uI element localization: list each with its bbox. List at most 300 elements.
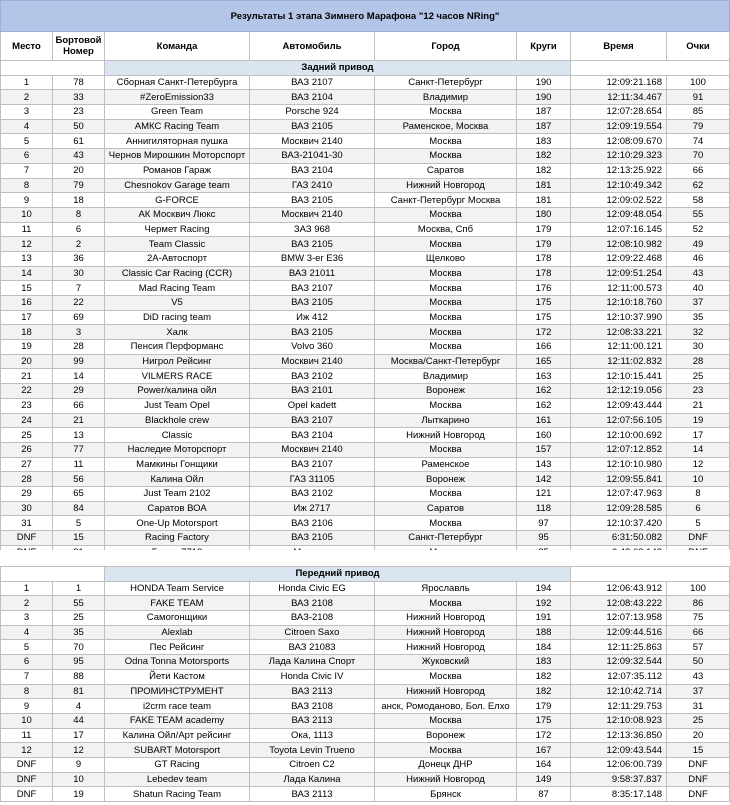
cell-team: Classic Car Racing (CCR)	[105, 266, 250, 281]
cell-time: 12:07:13.958	[571, 611, 667, 626]
cell-points: 74	[667, 134, 730, 149]
cell-place: 12	[1, 237, 53, 252]
cell-city: Нижний Новгород	[375, 428, 517, 443]
cell-place: DNF	[1, 787, 53, 802]
cell-place: DNF	[1, 531, 53, 546]
cell-car-number: 30	[53, 266, 105, 281]
table-row	[1, 266, 730, 281]
cell-car: Honda Civic EG	[250, 581, 375, 596]
table-row	[1, 472, 730, 487]
cell-team: DiD racing team	[105, 310, 250, 325]
cell-points: 55	[667, 207, 730, 222]
table-row	[1, 611, 730, 626]
cell-laps: 190	[517, 75, 571, 90]
cell-car: ВАЗ 2113	[250, 713, 375, 728]
cell-car-number: 5	[53, 516, 105, 531]
cell-team: Самогонщики	[105, 611, 250, 626]
cell-team: 2А-Автоспорт	[105, 251, 250, 266]
cell-car: Иж 2717	[250, 501, 375, 516]
cell-car-number: 61	[53, 134, 105, 149]
cell-team: ПРОМИНСТРУМЕНТ	[105, 684, 250, 699]
cell-team: Наследие Моторспорт	[105, 442, 250, 457]
cell-place: 8	[1, 178, 53, 193]
cell-car: ГАЗ 2410	[250, 178, 375, 193]
cell-laps: 164	[517, 757, 571, 772]
table-row	[1, 684, 730, 699]
cell-team: Чернов Мирошкин Моторспорт	[105, 149, 250, 164]
cell-laps: 182	[517, 669, 571, 684]
cell-city: Москва	[375, 237, 517, 252]
cell-place: 5	[1, 640, 53, 655]
table-row	[1, 237, 730, 252]
cell-team: VILMERS RACE	[105, 369, 250, 384]
cell-city: Нижний Новгород	[375, 625, 517, 640]
cell-team: Калина Ойл/Арт рейсинг	[105, 728, 250, 743]
cell-car-number: 18	[53, 193, 105, 208]
cell-team: FAKE TEAM	[105, 596, 250, 611]
cell-place: DNF	[1, 757, 53, 772]
cell-laps: 165	[517, 354, 571, 369]
cell-time: 12:10:15.441	[571, 369, 667, 384]
cell-laps: 95	[517, 531, 571, 546]
cell-time: 12:08:33.221	[571, 325, 667, 340]
cell-time: 12:07:28.654	[571, 105, 667, 120]
cell-time: 12:09:44.516	[571, 625, 667, 640]
cell-points: 66	[667, 163, 730, 178]
cell-city: Нижний Новгород	[375, 684, 517, 699]
cell-points: 35	[667, 310, 730, 325]
header-car-number: Бортовой Номер	[53, 32, 105, 61]
cell-time: 12:10:29.323	[571, 149, 667, 164]
cell-car: Лада Калина Спорт	[250, 655, 375, 670]
cell-car-number: 6	[53, 222, 105, 237]
cell-laps: 179	[517, 237, 571, 252]
cell-laps: 142	[517, 472, 571, 487]
cell-time: 12:11:29.753	[571, 699, 667, 714]
cell-car: Москвич 2140	[250, 134, 375, 149]
cell-car: ВАЗ 2101	[250, 384, 375, 399]
cell-team: Йети Кастом	[105, 669, 250, 684]
cell-points: 20	[667, 728, 730, 743]
table-row	[1, 134, 730, 149]
table-row	[1, 486, 730, 501]
cell-team: Classic	[105, 428, 250, 443]
cell-car-number: 50	[53, 119, 105, 134]
cell-laps: 166	[517, 340, 571, 355]
cell-time: 12:10:37.420	[571, 516, 667, 531]
cell-place: 1	[1, 581, 53, 596]
cell-car-number: 13	[53, 428, 105, 443]
cell-city: Нижний Новгород	[375, 772, 517, 787]
cell-team: Романов Гараж	[105, 163, 250, 178]
cell-city: Раменское	[375, 457, 517, 472]
cell-city: Донецк ДНР	[375, 757, 517, 772]
cell-points: 19	[667, 413, 730, 428]
cell-car-number: 99	[53, 354, 105, 369]
cell-city: Москва	[375, 296, 517, 311]
cell-team: G-FORCE	[105, 193, 250, 208]
cell-points: 86	[667, 596, 730, 611]
cell-place: 4	[1, 625, 53, 640]
cell-points: 30	[667, 340, 730, 355]
cell-time: 12:08:43.222	[571, 596, 667, 611]
cell-points: 57	[667, 640, 730, 655]
cell-team: Odna Tonna Motorsports	[105, 655, 250, 670]
header-time: Время	[571, 32, 667, 61]
cell-points: 43	[667, 669, 730, 684]
cell-time: 12:08:10.982	[571, 237, 667, 252]
cell-time: 6:31:50.082	[571, 531, 667, 546]
cell-points: 5	[667, 516, 730, 531]
cell-city: Нижний Новгород	[375, 611, 517, 626]
cell-city: Санкт-Петербург Москва	[375, 193, 517, 208]
table-row	[1, 251, 730, 266]
cell-laps: 175	[517, 310, 571, 325]
cell-city: Воронеж	[375, 472, 517, 487]
cell-car: ВАЗ 2104	[250, 90, 375, 105]
cell-place: 22	[1, 384, 53, 399]
cell-time: 12:09:22.468	[571, 251, 667, 266]
table-row	[1, 757, 730, 772]
table-row	[1, 207, 730, 222]
cell-car: Москвич 2140	[250, 354, 375, 369]
cell-place: 13	[1, 251, 53, 266]
table-row	[1, 178, 730, 193]
cell-car: ВАЗ 2105	[250, 237, 375, 252]
cell-team: One-Up Motorsport	[105, 516, 250, 531]
cell-points: DNF	[667, 531, 730, 546]
cell-car-number: 66	[53, 398, 105, 413]
cell-car: ВАЗ 2113	[250, 684, 375, 699]
table-row	[1, 655, 730, 670]
cell-laps: 178	[517, 251, 571, 266]
cell-city: Москва	[375, 743, 517, 758]
table-row	[1, 669, 730, 684]
cell-time: 12:10:42.714	[571, 684, 667, 699]
table-row	[1, 163, 730, 178]
section-title-rwd: Задний привод	[105, 61, 571, 76]
cell-car: ВАЗ 2107	[250, 281, 375, 296]
cell-laps: 182	[517, 684, 571, 699]
cell-city: Санкт-Петербург	[375, 75, 517, 90]
cell-place: 23	[1, 398, 53, 413]
cell-car-number: 25	[53, 611, 105, 626]
results-table-fwd	[0, 566, 730, 802]
cell-place: 9	[1, 699, 53, 714]
table-row	[1, 772, 730, 787]
cell-points: 28	[667, 354, 730, 369]
table-row	[1, 75, 730, 90]
cell-team: Lebedev team	[105, 772, 250, 787]
cell-team: Blackhole crew	[105, 413, 250, 428]
cell-time: 12:11:00.121	[571, 340, 667, 355]
cell-laps: 182	[517, 163, 571, 178]
cell-car-number: 12	[53, 743, 105, 758]
cell-laps: 172	[517, 325, 571, 340]
cell-team: Just Team Opel	[105, 398, 250, 413]
cell-laps: 167	[517, 743, 571, 758]
cell-car: ВАЗ 2104	[250, 428, 375, 443]
cell-points: 100	[667, 581, 730, 596]
cell-car: ВАЗ 2108	[250, 596, 375, 611]
cell-city: Москва/Санкт-Петербург	[375, 354, 517, 369]
cell-laps: 172	[517, 728, 571, 743]
cell-car-number: 10	[53, 772, 105, 787]
cell-city: Щелково	[375, 251, 517, 266]
cell-place: 18	[1, 325, 53, 340]
cell-city: Нижний Новгород	[375, 640, 517, 655]
cell-points: DNF	[667, 772, 730, 787]
table-row	[1, 787, 730, 802]
cell-laps: 191	[517, 611, 571, 626]
table-row	[1, 699, 730, 714]
cell-time: 12:09:28.585	[571, 501, 667, 516]
cell-points: DNF	[667, 757, 730, 772]
cell-time: 12:08:09.670	[571, 134, 667, 149]
cell-laps: 161	[517, 413, 571, 428]
cell-car: ВАЗ 2105	[250, 193, 375, 208]
cell-city: Москва	[375, 105, 517, 120]
cell-car-number: 55	[53, 596, 105, 611]
cell-city: Москва	[375, 398, 517, 413]
cell-car: Иж 412	[250, 310, 375, 325]
table-row	[1, 596, 730, 611]
cell-team: Chesnokov Garage team	[105, 178, 250, 193]
cell-points: 66	[667, 625, 730, 640]
cell-place: 14	[1, 266, 53, 281]
cell-team: АК Москвич Люкс	[105, 207, 250, 222]
cell-points: 50	[667, 655, 730, 670]
cell-points: 52	[667, 222, 730, 237]
cell-time: 12:10:49.342	[571, 178, 667, 193]
cell-time: 12:06:43.912	[571, 581, 667, 596]
cell-time: 12:09:48.054	[571, 207, 667, 222]
table-row	[1, 501, 730, 516]
cell-place: 6	[1, 149, 53, 164]
cell-points: 85	[667, 105, 730, 120]
table-row	[1, 193, 730, 208]
cell-car-number: 9	[53, 757, 105, 772]
cell-city: Саратов	[375, 501, 517, 516]
cell-points: DNF	[667, 787, 730, 802]
section-title-fwd: Передний привод	[105, 567, 571, 582]
table-row	[1, 442, 730, 457]
cell-team: #ZeroEmission33	[105, 90, 250, 105]
cell-city: Москва	[375, 713, 517, 728]
cell-car-number: 1	[53, 581, 105, 596]
cell-car-number: 43	[53, 149, 105, 164]
cell-city: Москва	[375, 325, 517, 340]
cell-city: Саратов	[375, 163, 517, 178]
cell-car-number: 14	[53, 369, 105, 384]
cell-city: Москва	[375, 281, 517, 296]
cell-laps: 87	[517, 787, 571, 802]
cell-car-number: 11	[53, 457, 105, 472]
cell-car-number: 33	[53, 90, 105, 105]
table-row	[1, 625, 730, 640]
cell-car: Honda Civic IV	[250, 669, 375, 684]
cell-time: 12:09:21.168	[571, 75, 667, 90]
cell-place: 11	[1, 728, 53, 743]
cell-car: ВАЗ 21011	[250, 266, 375, 281]
cell-team: Халк	[105, 325, 250, 340]
cell-laps: 178	[517, 266, 571, 281]
cell-points: 15	[667, 743, 730, 758]
cell-car-number: 77	[53, 442, 105, 457]
cell-car-number: 4	[53, 699, 105, 714]
table-row	[1, 457, 730, 472]
cell-car: ВАЗ 2107	[250, 457, 375, 472]
cell-time: 12:10:18.760	[571, 296, 667, 311]
cell-points: 8	[667, 486, 730, 501]
cell-car: Citroen Saxo	[250, 625, 375, 640]
cell-place: 27	[1, 457, 53, 472]
cell-points: 91	[667, 90, 730, 105]
cell-car: ВАЗ 2106	[250, 516, 375, 531]
cell-time: 12:07:35.112	[571, 669, 667, 684]
cell-points: 43	[667, 266, 730, 281]
cell-team: Пенсия Перформанс	[105, 340, 250, 355]
cell-laps: 180	[517, 207, 571, 222]
cell-time: 12:07:47.963	[571, 486, 667, 501]
cell-place: 1	[1, 75, 53, 90]
cell-laps: 175	[517, 713, 571, 728]
cell-team: Team Classic	[105, 237, 250, 252]
cell-car-number: 3	[53, 325, 105, 340]
cell-place: 5	[1, 134, 53, 149]
cell-car-number: 65	[53, 486, 105, 501]
cell-car: ГАЗ 31105	[250, 472, 375, 487]
cell-place: 2	[1, 596, 53, 611]
cell-car-number: 21	[53, 413, 105, 428]
cell-laps: 149	[517, 772, 571, 787]
cell-place: 8	[1, 684, 53, 699]
cell-laps: 182	[517, 149, 571, 164]
cell-time: 12:07:12.852	[571, 442, 667, 457]
cell-car-number: 81	[53, 684, 105, 699]
cell-laps: 190	[517, 90, 571, 105]
cell-car-number: 69	[53, 310, 105, 325]
cell-place: 10	[1, 713, 53, 728]
header-laps: Круги	[517, 32, 571, 61]
cell-place: 9	[1, 193, 53, 208]
cell-points: 32	[667, 325, 730, 340]
cell-laps: 188	[517, 625, 571, 640]
cell-laps: 163	[517, 369, 571, 384]
cell-laps: 121	[517, 486, 571, 501]
cell-points: 100	[667, 75, 730, 90]
cell-car: Toyota Levin Trueno	[250, 743, 375, 758]
cell-car: ВАЗ-2108	[250, 611, 375, 626]
cell-car-number: 35	[53, 625, 105, 640]
table-row	[1, 340, 730, 355]
cell-place: 17	[1, 310, 53, 325]
cell-laps: 181	[517, 193, 571, 208]
cell-points: 25	[667, 369, 730, 384]
cell-car: Citroen C2	[250, 757, 375, 772]
table-row	[1, 516, 730, 531]
cell-place: 19	[1, 340, 53, 355]
cell-place: 4	[1, 119, 53, 134]
cell-points: 62	[667, 178, 730, 193]
cell-city: Москва	[375, 310, 517, 325]
cell-car-number: 44	[53, 713, 105, 728]
cell-car-number: 7	[53, 281, 105, 296]
cell-city: Раменское, Москва	[375, 119, 517, 134]
cell-city: Воронеж	[375, 728, 517, 743]
cell-place: 29	[1, 486, 53, 501]
cell-place: 2	[1, 90, 53, 105]
cell-team: Power/калина ойл	[105, 384, 250, 399]
cell-points: 10	[667, 472, 730, 487]
cell-car-number: 95	[53, 655, 105, 670]
cell-car: ВАЗ 21083	[250, 640, 375, 655]
cell-car: Москвич 2140	[250, 442, 375, 457]
cell-car: ВАЗ 2104	[250, 163, 375, 178]
cell-place: 11	[1, 222, 53, 237]
cell-car-number: 2	[53, 237, 105, 252]
cell-car: ВАЗ-21041-30	[250, 149, 375, 164]
cell-car-number: 56	[53, 472, 105, 487]
cell-city: Нижний Новгород	[375, 178, 517, 193]
cell-place: 12	[1, 743, 53, 758]
cell-laps: 118	[517, 501, 571, 516]
cell-time: 12:10:37.990	[571, 310, 667, 325]
cell-car: ВАЗ 2105	[250, 296, 375, 311]
cell-place: 30	[1, 501, 53, 516]
cell-points: 23	[667, 384, 730, 399]
cell-laps: 162	[517, 384, 571, 399]
cell-time: 12:11:00.573	[571, 281, 667, 296]
cell-team: Нигрол Рейсинг	[105, 354, 250, 369]
cell-car-number: 79	[53, 178, 105, 193]
cell-points: 40	[667, 281, 730, 296]
cell-city: Москва, Спб	[375, 222, 517, 237]
cell-time: 12:10:08.923	[571, 713, 667, 728]
cell-points: 58	[667, 193, 730, 208]
cell-points: 31	[667, 699, 730, 714]
cell-car: Volvo 360	[250, 340, 375, 355]
cell-time: 12:09:19.554	[571, 119, 667, 134]
cell-time: 12:09:55.841	[571, 472, 667, 487]
table-row	[1, 281, 730, 296]
cell-place: 7	[1, 163, 53, 178]
cell-time: 12:09:43.544	[571, 743, 667, 758]
cell-city: Москва	[375, 149, 517, 164]
table-row	[1, 296, 730, 311]
table-row	[1, 640, 730, 655]
cell-car: ВАЗ 2108	[250, 699, 375, 714]
cell-points: 79	[667, 119, 730, 134]
table-row	[1, 310, 730, 325]
cell-laps: 187	[517, 119, 571, 134]
cell-city: Москва	[375, 266, 517, 281]
cell-city: Владимир	[375, 369, 517, 384]
cell-laps: 162	[517, 398, 571, 413]
table-row	[1, 581, 730, 596]
header-city: Город	[375, 32, 517, 61]
cell-points: 21	[667, 398, 730, 413]
cell-city: Воронеж	[375, 384, 517, 399]
cell-car-number: 29	[53, 384, 105, 399]
cell-team: HONDA Team Service	[105, 581, 250, 596]
cell-points: 49	[667, 237, 730, 252]
cell-place: 7	[1, 669, 53, 684]
cell-car-number: 22	[53, 296, 105, 311]
table-row	[1, 428, 730, 443]
cell-points: 25	[667, 713, 730, 728]
cell-city: Москва	[375, 134, 517, 149]
